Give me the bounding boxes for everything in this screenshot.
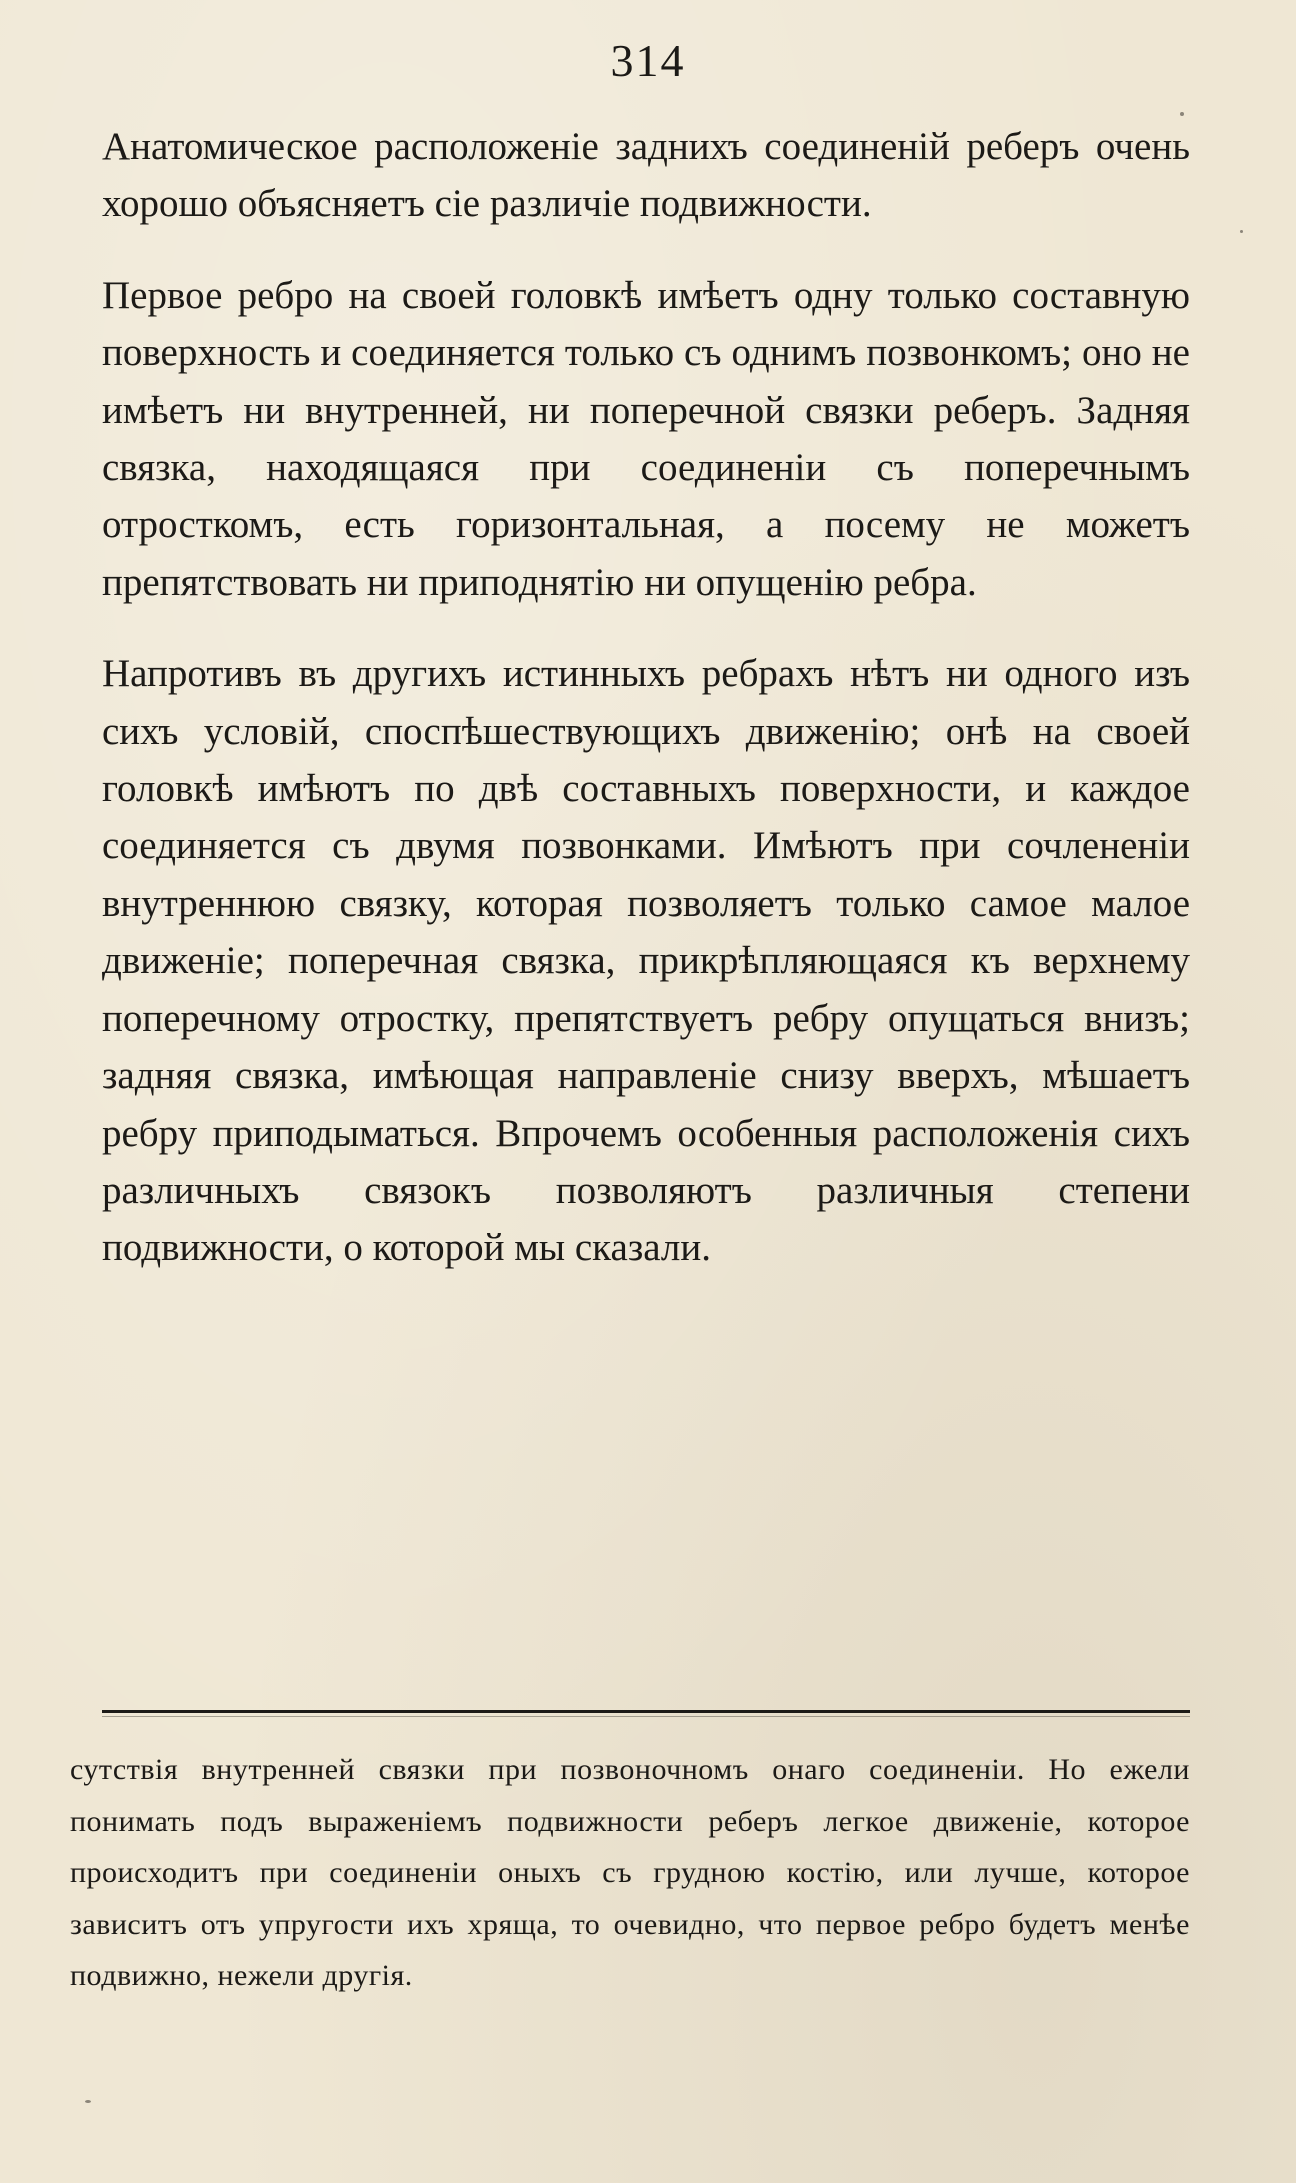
- paragraph-1: Анатомическое расположеніе заднихъ соединеній реберъ очень хорошо объясняетъ сіе различіе подвижности.: [102, 125, 1190, 226]
- footnote-divider: [102, 1710, 1190, 1713]
- footnote-divider-thin: [102, 1716, 1190, 1717]
- page-number: 314: [610, 35, 686, 86]
- paper-speck: [85, 2100, 91, 2103]
- main-text: [102, 118, 1190, 1311]
- paper-speck: [1180, 112, 1184, 116]
- paragraph-3: Напротивъ въ другихъ истинныхъ ребрахъ нѣтъ ни одного изъ сихъ условій, споспѣшествующихъ движенію; онѣ на своей головкѣ имѣютъ по двѣ составныхъ поверхности, и каждое соединяется съ двумя позвонками. Имѣютъ при сочлененіи внутреннюю связку, которая позволяетъ только самое малое движеніе; поперечная связка, прикрѣпляющаяся къ верхнему поперечному отростку, препятствуетъ ребру опущаться внизъ; задняя связка, имѣющая направленіе снизу вверхъ, мѣшаетъ ребру приподыматься. Впрочемъ особенныя расположенія сихъ различныхъ связокъ позволяютъ различныя степени подвижности, о которой мы сказали.: [102, 652, 1190, 1270]
- paragraph-2: Первое ребро на своей головкѣ имѣетъ одну только составную поверхность и соединяется только съ однимъ позвонкомъ; оно не имѣетъ ни внутренней, ни поперечной связки реберъ. Задняя связка, находящаяся при соединеніи съ поперечнымъ отросткомъ, есть горизонтальная, а посему не можетъ препятствовать ни приподнятію ни опущенію ребра.: [102, 273, 1190, 604]
- paper-speck: [1240, 230, 1243, 233]
- footnote-text: сутствія внутренней связки при позвоночномъ онаго соединеніи. Но ежели понимать подъ выраженіемъ подвижности реберъ легкое движеніе, которое происходитъ при соединеніи оныхъ съ грудною костію, или лучше, которое зависитъ отъ упругости ихъ хряща, то очевидно, что первое ребро будетъ менѣе подвижно, нежели другія.: [70, 1753, 1190, 1992]
